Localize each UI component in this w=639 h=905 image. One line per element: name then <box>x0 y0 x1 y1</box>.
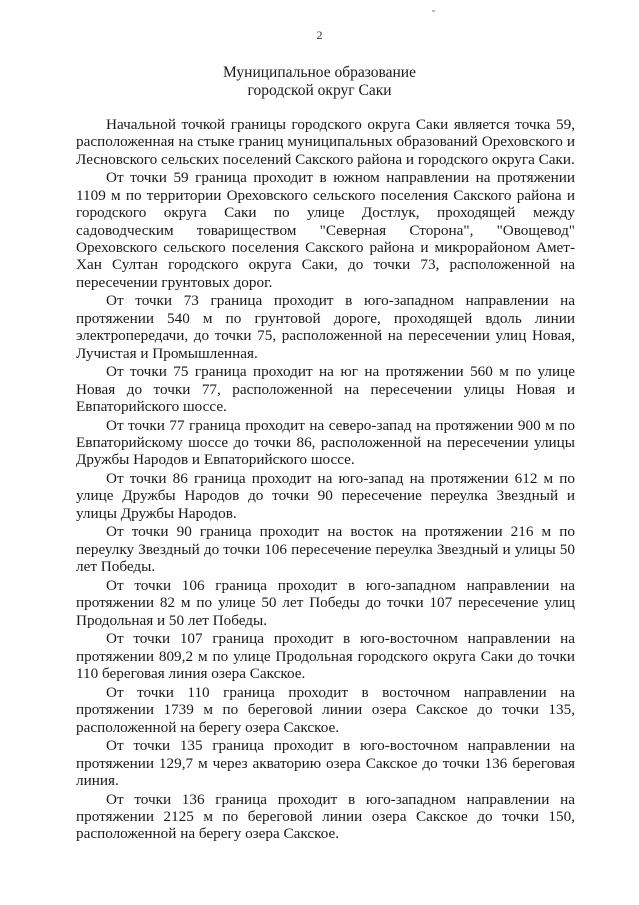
paragraph-10: От точки 110 граница проходит в восточном направлении на протяжении 1739 м по береговой линии озера Сакское до точки 135, расположенной на берегу озера Сакское. <box>76 683 575 736</box>
scan-artifact <box>432 10 435 12</box>
paragraph-11: От точки 135 граница проходит в юго-восточном направлении на протяжении 129,7 м через акваторию озера Сакское до точки 136 береговая линия. <box>76 737 575 789</box>
paragraph-7: От точки 90 граница проходит на восток на протяжении 216 м по переулку Звездный до точки 106 пересечение переулка Звездный и улицы 50 лет Победы. <box>76 523 575 576</box>
paragraph-2: От точки 59 граница проходит в южном направлении на протяжении 1109 м по территории Ореховского сельского поселения Сакского района и городского округа Саки по улице Достлук, проходящей между садоводческим товариществом "Северная Сторона", "Овощевод" Ореховского сельского поселения Сакского района и микрорайоном Амет-Хан Султан городского округа Саки, до точки 73, расположенной на пересечении грунтовых дорог. <box>76 169 575 291</box>
title-line-1: Муниципальное образование <box>223 64 416 81</box>
paragraph-1: Начальной точкой границы городского округа Саки является точка 59, расположенная на стыке границ муниципальных образований Ореховского и Лесновского сельских поселений Сакского района и городского округа Саки. <box>76 116 575 168</box>
paragraph-4: От точки 75 граница проходит на юг на протяжении 560 м по улице Новая до точки 77, расположенной на пересечении улицы Новая и Евпаторийского шоссе. <box>76 363 575 416</box>
document-body <box>76 116 575 844</box>
paragraph-6: От точки 86 граница проходит на юго-запад на протяжении 612 м по улице Дружбы Народов до точки 90 пересечение переулка Звездный и улицы Дружбы Народов. <box>76 470 575 522</box>
paragraph-8: От точки 106 граница проходит в юго-западном направлении на протяжении 82 м по улице 50 лет Победы до точки 107 пересечение улиц Продольная и 50 лет Победы. <box>76 576 575 629</box>
document-title <box>0 64 639 100</box>
paragraph-12: От точки 136 граница проходит в юго-западном направлении на протяжении 2125 м по береговой линии озера Сакское до точки 150, расположенной на берегу озера Сакское. <box>76 790 575 843</box>
paragraph-5: От точки 77 граница проходит на северо-запад на протяжении 900 м по Евпаторийскому шоссе до точки 86, расположенной на пересечении улицы Дружбы Народов и Евпаторийского шоссе. <box>76 416 575 469</box>
paragraph-3: От точки 73 граница проходит в юго-западном направлении на протяжении 540 м по грунтовой дороге, проходящей вдоль линии электропередачи, до точки 75, расположенной на пересечении улиц Новая, Лучистая и Промышленная. <box>76 292 575 362</box>
paragraph-9: От точки 107 граница проходит в юго-восточном направлении на протяжении 809,2 м по улице Продольная городского округа Саки до точки 110 береговая линия озера Сакское. <box>76 630 575 683</box>
page-number: 2 <box>316 28 323 42</box>
title-line-2: городской округ Саки <box>247 82 392 99</box>
